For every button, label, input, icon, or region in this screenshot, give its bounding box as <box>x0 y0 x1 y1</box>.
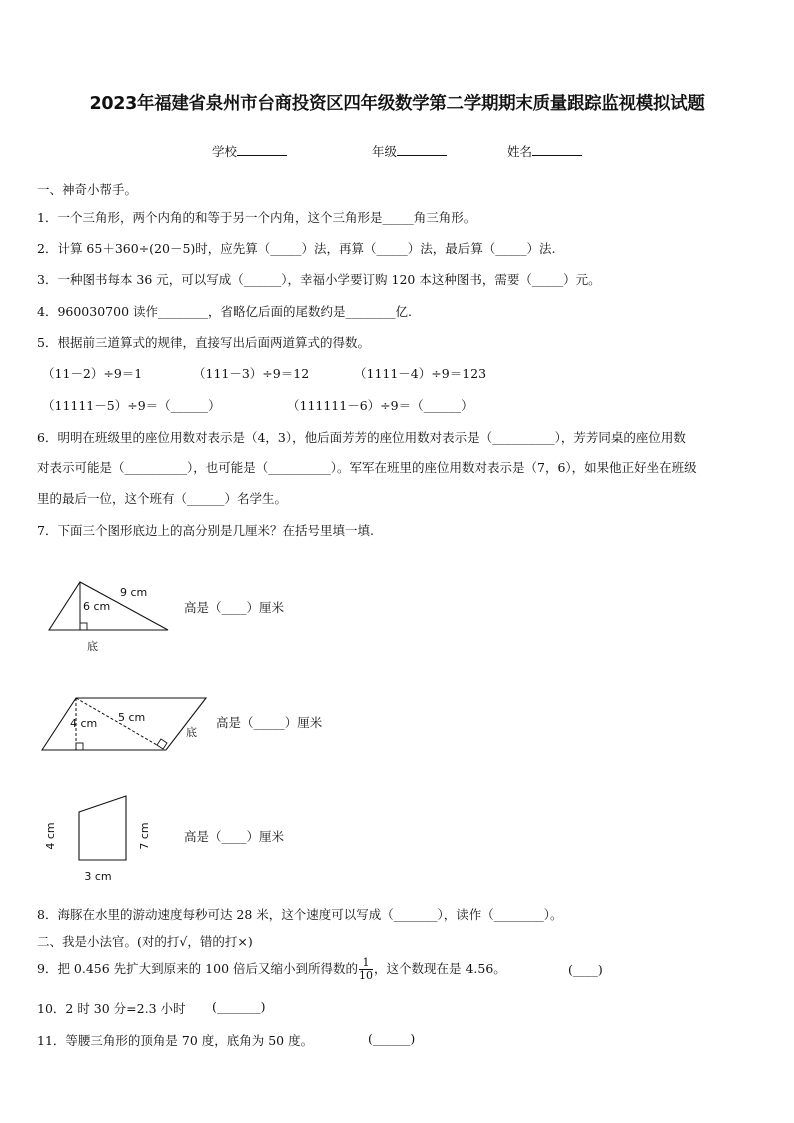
section-2-heading: 二、我是小法官。(对的打√，错的打×) <box>37 934 253 949</box>
question-6-line-3: 里的最后一位，这个班有（______）名学生。 <box>37 491 288 506</box>
triangle-figure <box>40 578 180 658</box>
question-7: 7．下面三个图形底边上的高分别是几厘米？在括号里填一填. <box>37 523 374 538</box>
parallelogram-base-label: 底 <box>186 726 197 739</box>
name-label: 姓名 <box>507 144 533 159</box>
question-6-line-2: 对表示可能是（__________），也可能是（__________）。军军在班里的座位用数对表示是（7，6），如果他正好坐在班级 <box>37 460 697 475</box>
q9-text-after: ，这个数现在是 4.56。 <box>374 961 506 976</box>
school-field[interactable] <box>212 142 287 160</box>
trapezoid-left-label: 4 cm <box>44 822 57 850</box>
page-title: 2023年福建省泉州市台商投资区四年级数学第二学期期末质量跟踪监视模拟试题 <box>89 94 705 114</box>
trapezoid-figure <box>40 792 160 884</box>
question-6-line-1: 6．明明在班级里的座位用数对表示是（4，3），他后面芳芳的座位用数对表示是（__________），芳芳同桌的座位用数 <box>37 430 686 445</box>
parallelogram-answer: 高是（_____）厘米 <box>216 715 323 730</box>
triangle-height-label: 6 cm <box>83 600 111 613</box>
question-11: 11．等腰三角形的顶角是 70 度，底角为 50 度。 <box>37 1033 314 1048</box>
q9-answer-blank[interactable]: (____) <box>568 962 603 977</box>
q5-equation-5: （111111－6）÷9＝（______） <box>287 398 474 413</box>
question-8: 8．海豚在水里的游动速度每秒可达 28 米，这个速度可以写成（_______），读作（________）。 <box>37 907 563 922</box>
q5-equation-4: （11111－5）÷9＝（______） <box>42 398 221 413</box>
question-1: 1．一个三角形，两个内角的和等于另一个内角，这个三角形是_____角三角形。 <box>37 210 477 225</box>
parallelogram-side-label: 5 cm <box>118 711 146 724</box>
grade-blank[interactable] <box>397 143 447 156</box>
trapezoid-answer: 高是（____）厘米 <box>184 829 285 844</box>
name-blank[interactable] <box>532 143 582 156</box>
q5-equation-1: （11－2）÷9＝1 <box>42 366 143 381</box>
school-blank[interactable] <box>237 143 287 156</box>
q10-answer-blank[interactable]: (_______) <box>212 999 266 1014</box>
parallelogram-figure <box>40 692 210 762</box>
question-4: 4．960030700 读作________，省略亿后面的尾数约是________亿. <box>37 304 412 319</box>
triangle-answer: 高是（____）厘米 <box>184 600 285 615</box>
trapezoid-right-label: 7 cm <box>138 822 151 850</box>
section-1-heading: 一、神奇小帮手。 <box>37 182 138 197</box>
parallelogram-height-label: 4 cm <box>70 717 98 730</box>
q5-equation-2: （111－3）÷9＝12 <box>193 366 310 381</box>
triangle-base-label: 底 <box>87 640 98 653</box>
school-label: 学校 <box>212 144 238 159</box>
q9-text-before: 9．把 0.456 先扩大到原来的 100 倍后又缩小到所得数的 <box>37 961 358 976</box>
q5-equation-3: （1111－4）÷9＝123 <box>354 366 487 381</box>
triangle-side-label: 9 cm <box>120 586 148 599</box>
trapezoid-bottom-label: 3 cm <box>84 870 112 883</box>
question-9 <box>37 957 506 982</box>
q9-fraction <box>359 957 373 982</box>
name-field[interactable] <box>507 142 582 160</box>
question-5: 5．根据前三道算式的规律，直接写出后面两道算式的得数。 <box>37 335 370 350</box>
question-2: 2．计算 65＋360÷(20－5)时，应先算（_____）法，再算（_____）法，最后算（_____）法. <box>37 241 556 256</box>
q11-answer-blank[interactable]: (______) <box>368 1031 416 1046</box>
question-10: 10．2 时 30 分=2.3 小时 <box>37 1001 186 1016</box>
grade-field[interactable] <box>372 142 447 160</box>
question-3: 3．一种图书每本 36 元，可以写成（______），幸福小学要订购 120 本这种图书，需要（_____）元。 <box>37 272 601 287</box>
q9-fraction-denominator: 10 <box>359 969 373 982</box>
q9-fraction-numerator: 1 <box>359 957 373 970</box>
grade-label: 年级 <box>372 144 398 159</box>
